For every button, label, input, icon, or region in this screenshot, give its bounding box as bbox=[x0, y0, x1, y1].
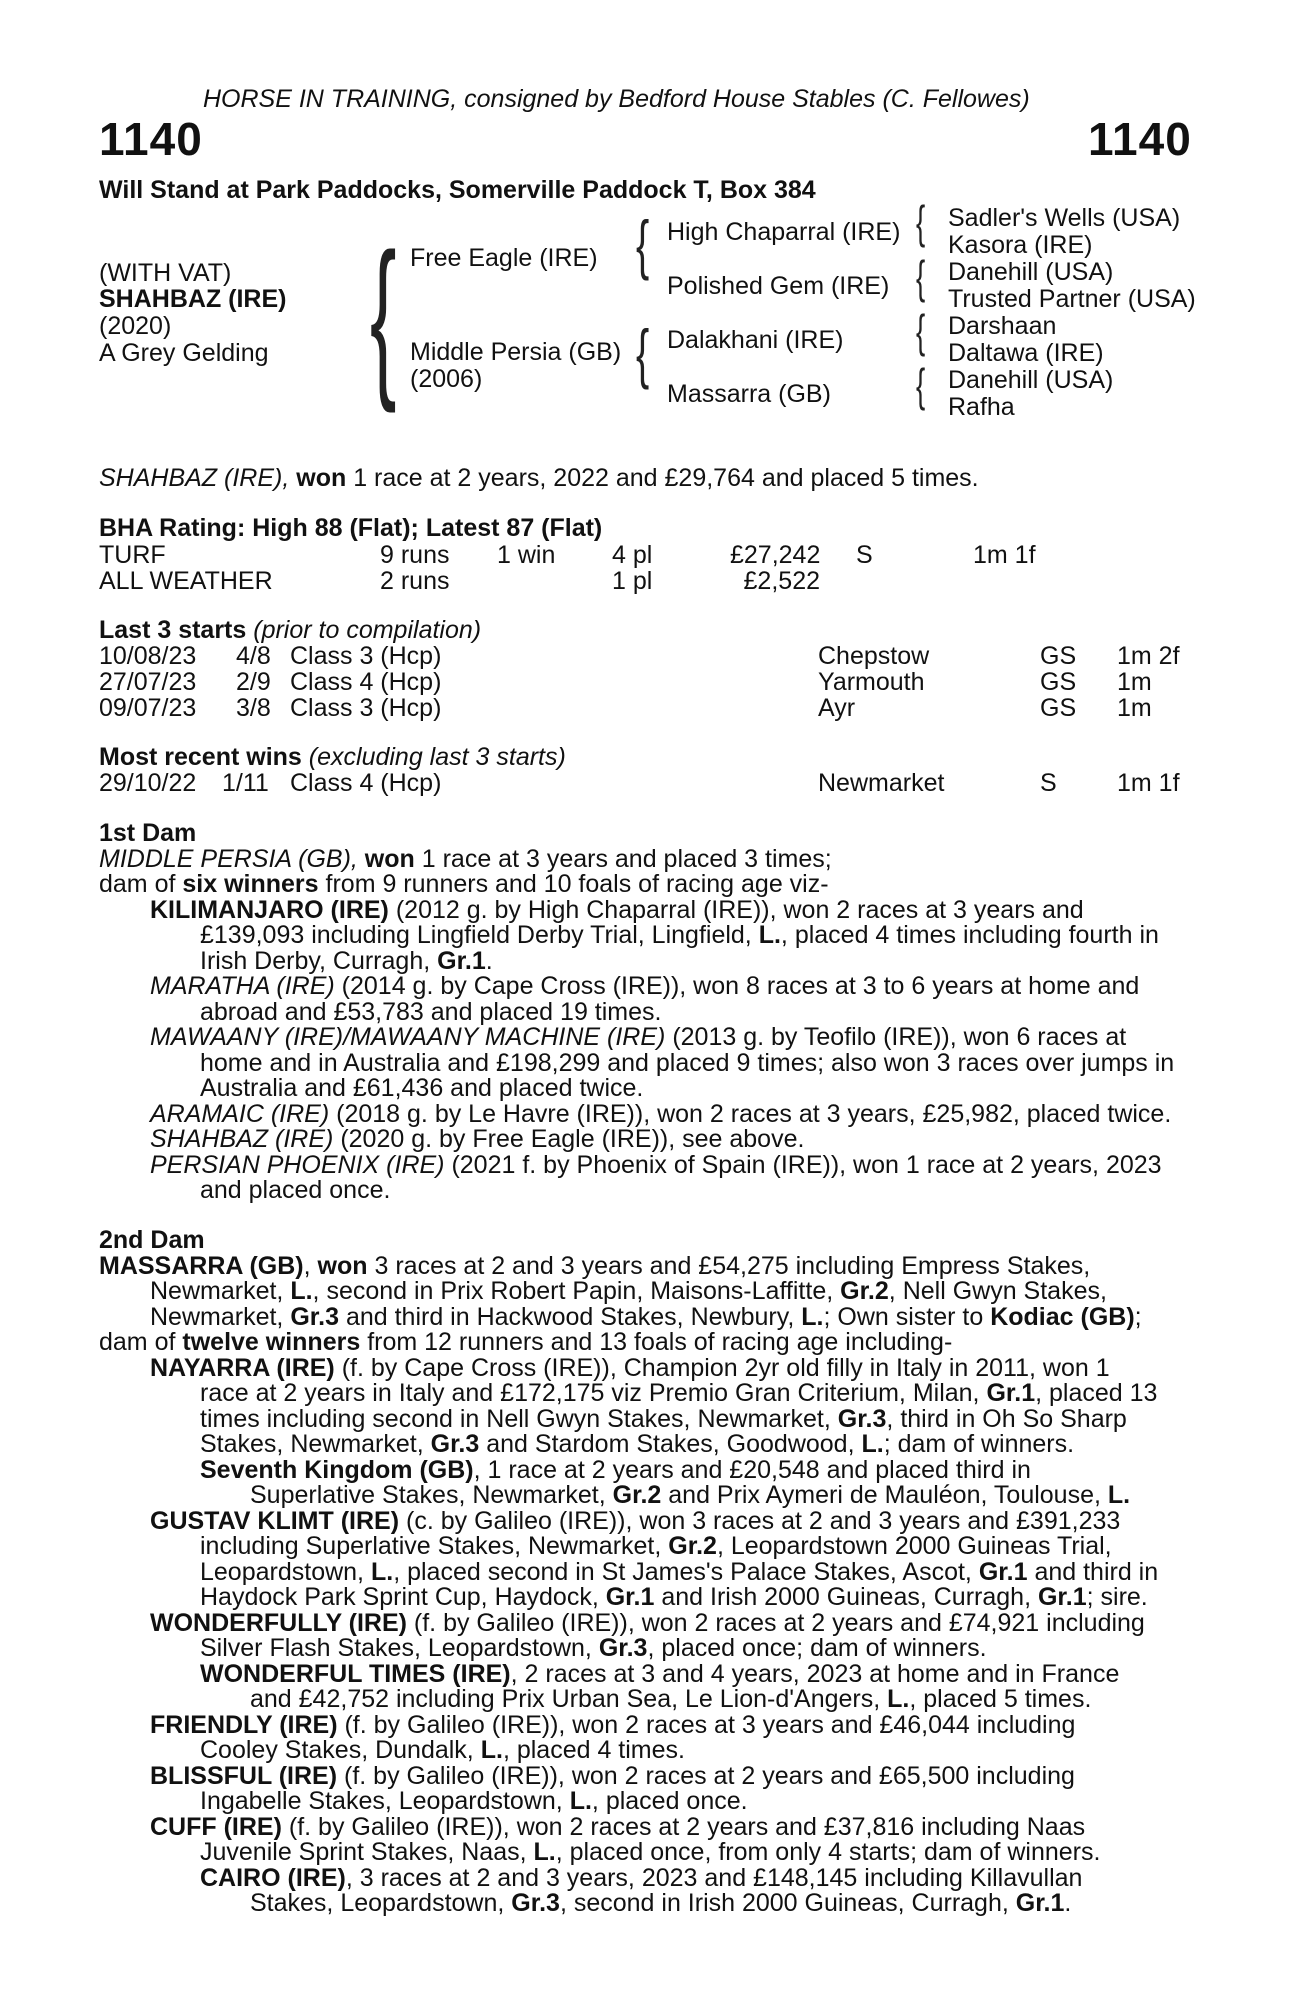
pedigree-sds: Danehill (USA) bbox=[948, 258, 1114, 286]
pedigree-dds: Danehill (USA) bbox=[948, 366, 1114, 394]
horse-year: (2020) bbox=[99, 312, 172, 340]
second-dam-section bbox=[99, 1228, 1203, 1917]
pedigree-brace-dam: { bbox=[636, 316, 650, 390]
produce-line: Ingabelle Stakes, Leopardstown, L., placed once. bbox=[200, 1787, 748, 1815]
pedigree-ssd: Kasora (IRE) bbox=[948, 231, 1093, 259]
last3-title: Last 3 starts bbox=[99, 616, 247, 644]
lot-number-right: 1140 bbox=[1088, 113, 1192, 165]
rating-placed: 4 pl bbox=[612, 541, 653, 569]
produce-line: home and in Australia and £198,299 and placed 9 times; also won 3 races over jumps in bbox=[200, 1048, 1175, 1077]
produce-nayarra: NAYARRA (IRE) (f. by Cape Cross (IRE)), Champion 2yr old filly in Italy in 2011, won 1 bbox=[150, 1353, 1110, 1382]
second-dam-produce-intro: dam of twelve winners from 12 runners and 13 foals of racing age including- bbox=[99, 1328, 953, 1356]
produce-line: Juvenile Sprint Stakes, Naas, L., placed once, from only 4 starts; dam of winners. bbox=[200, 1838, 1101, 1866]
produce-line: Leopardstown, L., placed second in St James's Palace Stakes, Ascot, Gr.1 and third in bbox=[200, 1557, 1159, 1586]
rating-money: £27,242 bbox=[730, 541, 821, 569]
bha-rating-heading: BHA Rating: High 88 (Flat); Latest 87 (Flat) bbox=[99, 514, 603, 542]
produce-wonderfully: WONDERFULLY (IRE) (f. by Galileo (IRE)), won 2 races at 2 years and £74,921 including bbox=[150, 1608, 1145, 1637]
rating-distance: 1m 1f bbox=[973, 541, 1036, 569]
produce-line: Silver Flash Stakes, Leopardstown, Gr.3, placed once; dam of winners. bbox=[200, 1634, 987, 1662]
rating-surface: ALL WEATHER bbox=[99, 567, 273, 595]
produce-maratha: MARATHA (IRE) (2014 g. by Cape Cross (IRE)), won 8 races at 3 to 6 years at home and bbox=[150, 972, 1140, 1000]
pedigree-brace-sd: { bbox=[916, 251, 926, 303]
rating-placed: 1 pl bbox=[612, 567, 653, 595]
recent-wins-heading bbox=[99, 744, 566, 770]
rating-wins: 1 win bbox=[497, 541, 556, 569]
produce-line: Cooley Stakes, Dundalk, L., placed 4 times. bbox=[200, 1736, 685, 1764]
race-summary bbox=[99, 465, 979, 491]
rating-money: £2,522 bbox=[743, 567, 820, 595]
start-class: Class 4 (Hcp) bbox=[290, 668, 442, 696]
produce-gustav-klimt: GUSTAV KLIMT (IRE) (c. by Galileo (IRE)), won 3 races at 2 and 3 years and £391,233 bbox=[150, 1506, 1121, 1535]
last3-note: (prior to compilation) bbox=[253, 616, 482, 644]
summary-won: won bbox=[296, 464, 347, 492]
pedigree-ddd: Rafha bbox=[948, 393, 1015, 421]
first-dam-section bbox=[99, 821, 1203, 1204]
start-distance: 1m bbox=[1117, 694, 1152, 722]
horse-name: SHAHBAZ (IRE) bbox=[99, 285, 287, 313]
last3-heading bbox=[99, 617, 481, 643]
produce-line: Irish Derby, Curragh, Gr.1. bbox=[200, 946, 493, 975]
produce-kilimanjaro: KILIMANJARO (IRE) (2012 g. by High Chaparral (IRE)), won 2 races at 3 years and bbox=[150, 895, 1084, 924]
first-dam-heading: 1st Dam bbox=[99, 819, 197, 847]
produce-wonderful-times: WONDERFUL TIMES (IRE), 2 races at 3 and 4 years, 2023 at home and in France bbox=[200, 1659, 1120, 1688]
produce-seventh-kingdom: Seventh Kingdom (GB), 1 race at 2 years and £20,548 and placed third in bbox=[200, 1455, 1031, 1484]
start-date: 10/08/23 bbox=[99, 642, 197, 670]
produce-line: Stakes, Leopardstown, Gr.3, second in Irish 2000 Guineas, Curragh, Gr.1. bbox=[250, 1889, 1072, 1917]
win-distance: 1m 1f bbox=[1117, 769, 1180, 797]
produce-line: £139,093 including Lingfield Derby Trial, Lingfield, L., placed 4 times including fourth in bbox=[200, 921, 1159, 949]
produce-shahbaz: SHAHBAZ (IRE) (2020 g. by Free Eagle (IRE)), see above. bbox=[150, 1125, 805, 1153]
pedigree-dam-year: (2006) bbox=[410, 365, 483, 393]
produce-cairo: CAIRO (IRE), 3 races at 2 and 3 years, 2023 and £148,145 including Killavullan bbox=[200, 1863, 1083, 1892]
recent-wins-title: Most recent wins bbox=[99, 743, 302, 771]
start-position: 3/8 bbox=[236, 694, 271, 722]
produce-line: Australia and £61,436 and placed twice. bbox=[200, 1074, 644, 1102]
produce-line: abroad and £53,783 and placed 19 times. bbox=[200, 997, 662, 1026]
start-going: GS bbox=[1040, 642, 1077, 670]
second-dam-heading: 2nd Dam bbox=[99, 1226, 205, 1254]
produce-persian-phoenix: PERSIAN PHOENIX (IRE) (2021 f. by Phoenix of Spain (IRE)), won 1 race at 2 years, 2023 bbox=[150, 1150, 1162, 1179]
start-class: Class 3 (Hcp) bbox=[290, 694, 442, 722]
vat-note: (WITH VAT) bbox=[99, 259, 232, 287]
pedigree-brace-ds: { bbox=[916, 305, 926, 357]
pedigree-brace-ss: { bbox=[916, 196, 926, 248]
first-dam-line: MIDDLE PERSIA (GB), won 1 race at 3 years and placed 3 times; bbox=[99, 844, 832, 873]
produce-friendly: FRIENDLY (IRE) (f. by Galileo (IRE)), won 2 races at 3 years and £46,044 including bbox=[150, 1710, 1076, 1739]
win-course: Newmarket bbox=[818, 769, 945, 797]
rating-runs: 2 runs bbox=[380, 567, 450, 595]
start-course: Chepstow bbox=[818, 642, 930, 670]
lot-number-left: 1140 bbox=[99, 113, 203, 165]
pedigree-sss: Sadler's Wells (USA) bbox=[948, 204, 1181, 232]
pedigree-dam-sire: Dalakhani (IRE) bbox=[667, 326, 844, 354]
produce-line: race at 2 years in Italy and £172,175 viz Premio Gran Criterium, Milan, Gr.1, placed 13 bbox=[200, 1379, 1158, 1407]
produce-line: Haydock Park Sprint Cup, Haydock, Gr.1 and Irish 2000 Guineas, Curragh, Gr.1; sire. bbox=[200, 1583, 1148, 1611]
produce-line: and placed once. bbox=[200, 1176, 391, 1204]
pedigree-dss: Darshaan bbox=[948, 312, 1057, 340]
produce-line: including Superlative Stakes, Newmarket, Gr.2, Leopardstown 2000 Guineas Trial, bbox=[200, 1532, 1112, 1560]
produce-line: Stakes, Newmarket, Gr.3 and Stardom Stakes, Goodwood, L.; dam of winners. bbox=[200, 1430, 1075, 1458]
produce-line: and £42,752 including Prix Urban Sea, Le Lion-d'Angers, L., placed 5 times. bbox=[250, 1685, 1092, 1713]
second-dam-line: MASSARRA (GB), won 3 races at 2 and 3 years and £54,275 including Empress Stakes, bbox=[99, 1251, 1091, 1280]
start-course: Ayr bbox=[818, 694, 856, 722]
rating-going: S bbox=[856, 541, 873, 569]
win-position: 1/11 bbox=[222, 769, 269, 797]
horse-description: A Grey Gelding bbox=[99, 339, 269, 367]
pedigree-brace-main: { bbox=[370, 218, 397, 414]
rating-runs: 9 runs bbox=[380, 541, 450, 569]
start-position: 4/8 bbox=[236, 642, 271, 670]
start-going: GS bbox=[1040, 694, 1077, 722]
recent-wins-note: (excluding last 3 starts) bbox=[308, 743, 566, 771]
summary-horse-name: SHAHBAZ (IRE), bbox=[99, 464, 290, 492]
pedigree-dam: Middle Persia (GB) bbox=[410, 338, 622, 366]
summary-record: 1 race at 2 years, 2022 and £29,764 and placed 5 times. bbox=[353, 464, 979, 492]
start-course: Yarmouth bbox=[818, 668, 925, 696]
pedigree-brace-sire: { bbox=[636, 207, 650, 281]
pedigree-sire: Free Eagle (IRE) bbox=[410, 244, 598, 272]
second-dam-line: Newmarket, L., second in Prix Robert Papin, Maisons-Laffitte, Gr.2, Nell Gwyn Stakes, bbox=[150, 1277, 1107, 1305]
produce-mawaany: MAWAANY (IRE)/MAWAANY MACHINE (IRE) (2013 g. by Teofilo (IRE)), won 6 races at bbox=[150, 1023, 1127, 1051]
win-class: Class 4 (Hcp) bbox=[290, 769, 442, 797]
pedigree-sdd: Trusted Partner (USA) bbox=[948, 285, 1196, 313]
start-date: 27/07/23 bbox=[99, 668, 197, 696]
produce-blissful: BLISSFUL (IRE) (f. by Galileo (IRE)), won 2 races at 2 years and £65,500 including bbox=[150, 1761, 1075, 1790]
win-date: 29/10/22 bbox=[99, 769, 197, 797]
second-dam-line: Newmarket, Gr.3 and third in Hackwood Stakes, Newbury, L.; Own sister to Kodiac (GB); bbox=[150, 1302, 1142, 1331]
start-position: 2/9 bbox=[236, 668, 271, 696]
produce-cuff: CUFF (IRE) (f. by Galileo (IRE)), won 2 races at 2 years and £37,816 including Naas bbox=[150, 1812, 1086, 1841]
pedigree-sire-sire: High Chaparral (IRE) bbox=[667, 218, 901, 246]
pedigree-dam-dam: Massarra (GB) bbox=[667, 380, 831, 408]
start-distance: 1m bbox=[1117, 668, 1152, 696]
pedigree-sire-dam: Polished Gem (IRE) bbox=[667, 272, 890, 300]
pedigree-brace-dd: { bbox=[916, 359, 926, 411]
win-going: S bbox=[1040, 769, 1057, 797]
produce-line: Superlative Stakes, Newmarket, Gr.2 and Prix Aymeri de Mauléon, Toulouse, L. bbox=[250, 1481, 1131, 1509]
start-distance: 1m 2f bbox=[1117, 642, 1180, 670]
start-class: Class 3 (Hcp) bbox=[290, 642, 442, 670]
pedigree-dsd: Daltawa (IRE) bbox=[948, 339, 1104, 367]
consignor-title: HORSE IN TRAINING, consigned by Bedford House Stables (C. Fellowes) bbox=[203, 85, 1030, 113]
produce-aramaic: ARAMAIC (IRE) (2018 g. by Le Havre (IRE)), won 2 races at 3 years, £25,982, placed twice. bbox=[150, 1099, 1172, 1128]
start-date: 09/07/23 bbox=[99, 694, 197, 722]
rating-surface: TURF bbox=[99, 541, 166, 569]
first-dam-produce-intro: dam of six winners from 9 runners and 10 foals of racing age viz- bbox=[99, 870, 829, 898]
start-going: GS bbox=[1040, 668, 1077, 696]
produce-line: times including second in Nell Gwyn Stakes, Newmarket, Gr.3, third in Oh So Sharp bbox=[200, 1404, 1127, 1433]
stand-location: Will Stand at Park Paddocks, Somerville Paddock T, Box 384 bbox=[99, 176, 816, 204]
